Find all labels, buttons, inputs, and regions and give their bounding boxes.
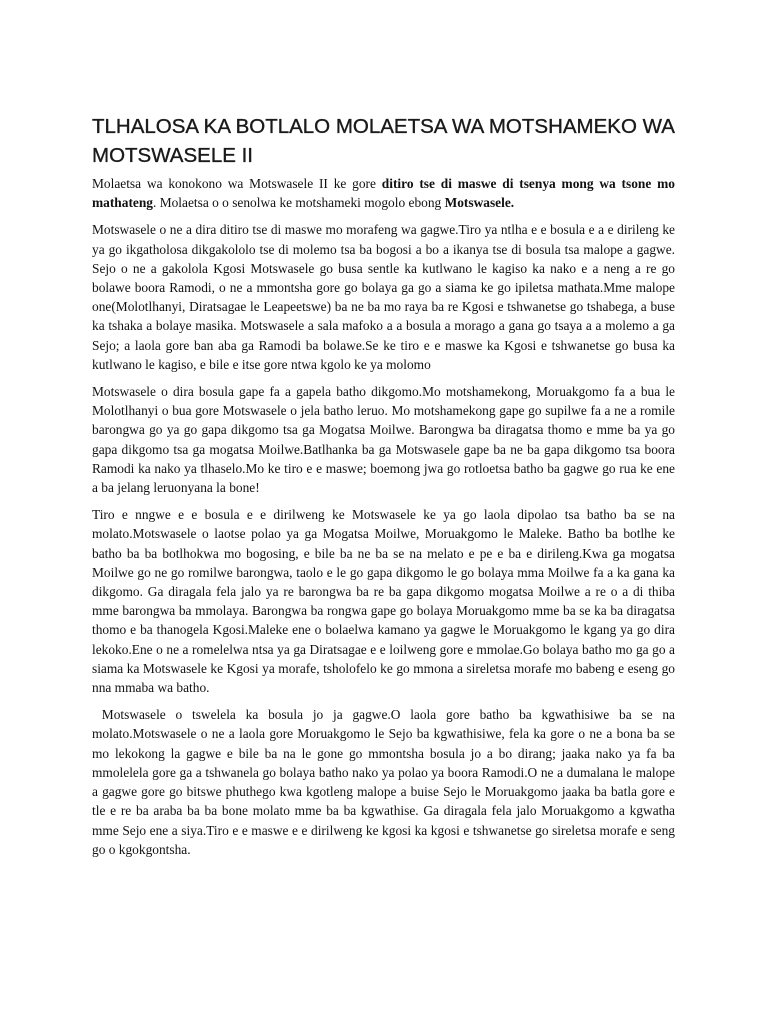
paragraph-1: Motswasele o ne a dira ditiro tse di maswe mo morafeng wa gagwe.Tiro ya ntlha e e bosula e a e dirileng ke ya go ikgatholosa dikgakololo tse di molemo tsa ba bogosi a bo a ikanya tse di bosula tsa malope a gagwe. Sejo o ne a gakolola Kgosi Motswasele go busa sentle ka kutlwano le kagiso ka nako e a neng a re go bolawe boora Ramodi, o ne a mmontsha gore go bolaya ga go a siama ke go ipiletsa mathata.Mme malope one(Molotlhanyi, Diratsagae le Leapeetswe) ba ne ba mo raya ba re Kgosi e tshwanetse go tshabega, a buse ka tshaka a bolaye masika. Motswasele a sala mafoko a a bosula a morago a gana go tsaya a a molemo a ga Sejo; a laola gore ban aba ga Ramodi ba bolawe.Se ke tiro e e maswe ka Kgosi e tshwanetse go busa ka kutlwano le kagiso, e bile e itse gore ntwa kgolo ke ya molomo <box>92 222 675 372</box>
paragraph-4: Motswasele o tswelela ka bosula jo ja gagwe.O laola gore batho ba kgwathisiwe ba se na molato.Motswasele o ne a laola gore Moruakgomo le Sejo ba kgwathisiwe, fela ka gore o ne a bona ba se mo lekokong la gagwe e bile ba na le gone go mmontsha bosula jo a bo dirang; jaaka nako ya fa ba mmolelela gore ga a tshwanela go bolaya batho nako ya polao ya boora Ramodi.O ne a dumalana le malope a gagwe gore go bitswe phuthego kwa kgotleng malope a buise Sejo le Moruakgomo jaaka ba batla gore e tle e re ba araba ba ba bone molato mme ba ba kgwathise. Ga diragala fela jalo Moruakgomo a kgwatha mme Sejo ene a siya.Tiro e e maswe e e dirilweng ke kgosi ka kgosi e tshwanetse go sireletsa morafe e seng go o kgokgontsha. <box>92 707 679 857</box>
intro-text-2: . Molaetsa o o senolwa ke motshameki mogolo ebong <box>153 195 445 211</box>
paragraph-3: Tiro e nngwe e e bosula e e dirilweng ke Motswasele ke ya go laola dipolao tsa batho ba se na molato.Motswasele o laotse polao ya ga Mogatsa Moilwe, Moruakgomo le Maleke. Batho ba botlhe ke batho ba ba botlhokwa mo bogosing, e bile ba ne ba se na melato e pe e ba e dirileng.Kwa ga mogatsa Moilwe go ne go romilwe barongwa, taolo e le go gapa dikgomo le go bolaya mma Moilwe fa a ka gana ka dikgomo. Ga diragala fela jalo ya re barongwa ba re ba gapa dikgomo mogatsa Moilwe a re o a di thiba mme barongwa ba mmolaya. Barongwa ba rongwa gape go bolaya Moruakgomo mme ba se ka ba diragatsa thomo e ba thanogela Kgosi.Maleke ene o bolaelwa kamano ya gagwe le Moruakgomo le kgang ya go dira lekoko.Ene o ne a romelelwa ntsa ya ga Diratsagae e e loilweng gore e mmolae.Go bolaya batho mo ga go a siama ka Motswasele ke Kgosi ya morafe, tsholofelo ke go mmona a sireletsa morafe mo babeng e eseng go nna mmaba wa batho. <box>92 507 675 696</box>
intro-paragraph <box>92 174 675 212</box>
document-title: TLHALOSA KA BOTLALO MOLAETSA WA MOTSHAMEKO WA MOTSWASELE II <box>92 115 674 167</box>
intro-text-1: Molaetsa wa konokono wa Motswasele II ke gore <box>92 176 382 191</box>
paragraph-2: Motswasele o dira bosula gape fa a gapela batho dikgomo.Mo motshamekong, Moruakgomo fa a bua le Molotlhanyi o bua gore Motswasele o jela batho leruo. Mo motshamekong gape go supilwe fa a ne a romile barongwa go ya go gapa dikgomo tsa ga Mogatsa Moilwe. Barongwa ba diragatsa thomo e mme ba ya go gapa dikgomo tsa ga mogatsa Moilwe.Batlhanka ba ga Motswasele gape ba ne ba gapa dikgomo tsa boora Ramodi ka nako ya tlhaselo.Mo ke tiro e e maswe; boemong jwa go rotloetsa batho ba gagwe go rua ke ene a ba jelang leruonyana la bone! <box>92 384 675 496</box>
document-body <box>92 174 679 867</box>
intro-bold-1: ditiro tse di maswe di tsenya mong wa tsone mo mathateng <box>92 176 675 211</box>
intro-bold-2: Motswasele. <box>444 195 515 211</box>
